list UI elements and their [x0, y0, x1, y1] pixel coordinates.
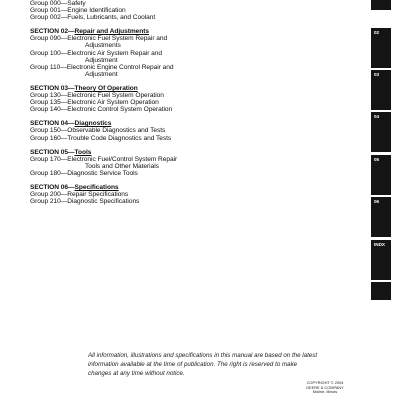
section-heading: [30, 28, 360, 35]
section-title: Repair and Adjustments: [74, 28, 150, 36]
group-entry: Group 000—Safety: [30, 0, 86, 7]
table-of-contents: [30, 0, 360, 205]
section-title: Theory Of Operation: [74, 84, 138, 92]
section-tab: 03: [371, 70, 391, 110]
section-number: SECTION 02—: [30, 28, 75, 36]
copyright-notice: [305, 381, 345, 395]
section-number: SECTION 05—: [30, 148, 75, 156]
toc-spacer: [30, 78, 360, 85]
section-heading: [30, 85, 360, 92]
section-tab: 06: [371, 197, 391, 237]
group-entry: Group 100—Electronic Air System Repair and: [30, 49, 163, 57]
section-number: SECTION 06—: [30, 183, 75, 191]
toc-spacer: [30, 177, 360, 184]
group-entry: Group 170—Electronic Fuel/Control System Repair: [30, 155, 178, 163]
section-title: Diagnostics: [74, 120, 112, 128]
group-entry: Group 110—Electronic Engine Control Repair and: [30, 63, 174, 71]
group-entry: Group 180—Diagnostic Service Tools: [30, 169, 138, 177]
group-entry: Group 150—Observable Diagnostics and Tests: [30, 127, 166, 135]
group-entry: Group 090—Electronic Fuel System Repair and: [30, 35, 168, 43]
section-heading: [30, 149, 360, 156]
group-title-continuation: Tools and Other Materials: [85, 162, 159, 170]
group-title-continuation: Adjustment: [85, 70, 118, 78]
section-title: Tools: [74, 148, 92, 156]
toc-spacer: [30, 113, 360, 120]
section-tab: [371, 282, 391, 300]
copyright-line: COPYRIGHT © 2004: [306, 380, 344, 385]
section-tab: 02: [371, 28, 391, 68]
toc-spacer: [30, 21, 360, 28]
publisher-line: DEERE & COMPANY: [306, 384, 344, 390]
section-tab: 04: [371, 112, 391, 152]
section-tab: 05: [371, 155, 391, 195]
group-entry: Group 140—Electronic Control System Operation: [30, 106, 173, 114]
section-thumb-tabs: [371, 0, 391, 400]
group-entry: Group 200—Repair Specifications: [30, 191, 129, 199]
group-title-continuation: Adjustments: [85, 42, 121, 50]
group-entry: Group 210—Diagnostic Specifications: [30, 198, 140, 206]
toc-spacer: [30, 142, 360, 149]
group-entry: Group 001—Engine Identification: [30, 7, 126, 15]
section-title: Specifications: [74, 183, 119, 191]
location-line: Moline, Illinois: [312, 389, 338, 395]
group-entry: Group 130—Electronic Fuel System Operation: [30, 92, 164, 100]
section-tab: [371, 0, 391, 10]
group-entry: Group 135—Electronic Air System Operation: [30, 99, 159, 107]
group-entry: Group 002—Fuels, Lubricants, and Coolant: [30, 14, 156, 22]
group-entry: Group 160—Trouble Code Diagnostics and Tests: [30, 134, 172, 142]
group-title-continuation: Adjustment: [85, 56, 118, 64]
disclaimer-text: All information, illustrations and specifications in this manual are based on the latest information available at the time of publication. The right is reserved to make changes at any time without notice.: [88, 352, 318, 377]
section-number: SECTION 03—: [30, 84, 75, 92]
section-tab: INDX: [371, 240, 391, 280]
section-heading: [30, 120, 360, 127]
section-heading: [30, 184, 360, 191]
section-number: SECTION 04—: [30, 120, 75, 128]
